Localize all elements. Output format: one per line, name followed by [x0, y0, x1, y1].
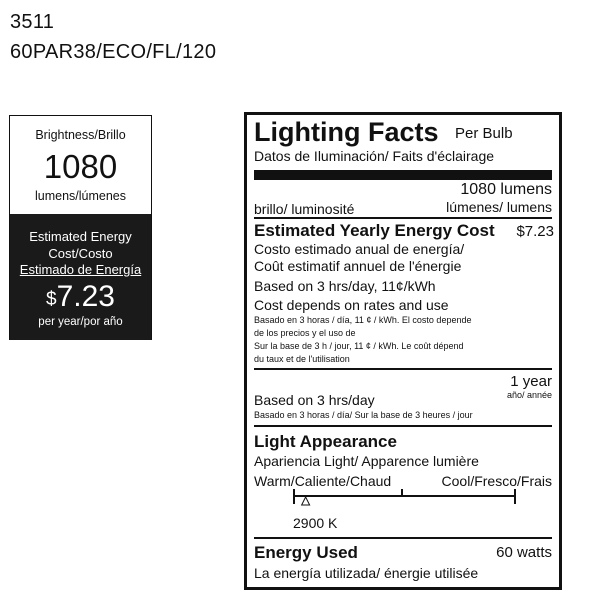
energy-subtitle: La energía utilizada/ énergie utilisée	[254, 565, 479, 581]
cost-amount: 7.23	[56, 280, 115, 313]
cost-value	[10, 280, 151, 314]
divider	[254, 537, 552, 539]
warm-label: Warm/Caliente/Chaud	[254, 473, 392, 489]
brightness-cost-panel	[9, 115, 152, 340]
cost-heading: Estimated Yearly Energy Cost	[254, 221, 495, 240]
product-model-number: 3511	[10, 11, 55, 33]
cost-title-line1: Estimated Energy	[29, 229, 132, 244]
cost-french: Coût estimatif annuel de l'énergie	[254, 258, 462, 274]
product-sku: 60PAR38/ECO/FL/120	[10, 41, 217, 63]
fine-print-spanish-1: Basado en 3 horas / día, 11 ¢ / kWh. El costo depende	[254, 315, 472, 325]
cost-basis: Based on 3 hrs/day, 11¢/kWh	[254, 278, 436, 294]
label-title: Lighting Facts	[254, 117, 439, 147]
brightness-section	[10, 116, 151, 214]
cool-label: Cool/Fresco/Frais	[441, 473, 552, 489]
lighting-facts-label	[244, 112, 562, 590]
brightness-label: brillo/ luminosité	[254, 201, 355, 217]
cost-title-line2: Cost/Costo	[48, 246, 113, 261]
energy-heading: Energy Used	[254, 543, 358, 562]
life-basis: Based on 3 hrs/day	[254, 392, 375, 408]
brightness-title: Brightness/Brillo	[35, 128, 126, 142]
cost-depends: Cost depends on rates and use	[254, 297, 449, 313]
appearance-subtitle: Apariencia Light/ Apparence lumière	[254, 453, 479, 469]
life-value: 1 year	[510, 373, 552, 390]
fine-print-spanish-2: de los precios y el uso de	[254, 328, 356, 338]
per-bulb: Per Bulb	[455, 125, 513, 142]
appearance-heading: Light Appearance	[254, 432, 397, 451]
brightness-lumens: 1080 lumens	[460, 181, 552, 198]
life-unit: año/ année	[506, 390, 552, 400]
energy-value: 60 watts	[496, 544, 552, 561]
yearly-cost-value: $7.23	[516, 223, 554, 240]
fine-print-french-2: du taux et de l'utilisation	[254, 354, 350, 364]
cost-title-line3: Estimado de Energía	[19, 262, 142, 277]
color-temperature-marker	[302, 497, 310, 505]
brightness-value: 1080	[43, 148, 118, 185]
brightness-unit-alt: lúmenes/ lumens	[446, 199, 552, 215]
cost-period: per year/por año	[38, 316, 123, 328]
energy-cost-section	[10, 214, 151, 340]
color-temperature-value: 2900 K	[293, 515, 338, 531]
label-subtitle: Datos de Iluminación/ Faits d'éclairage	[254, 148, 495, 164]
life-basis-fine: Basado en 3 horas / día/ Sur la base de 3 heures / jour	[254, 410, 473, 420]
cost-spanish: Costo estimado anual de energía/	[254, 241, 465, 257]
cost-currency: $	[46, 289, 57, 310]
brightness-unit: lumens/lúmenes	[34, 189, 126, 203]
fine-print-french-1: Sur la base de 3 h / jour, 11 ¢ / kWh. Le coût dépend	[254, 341, 464, 351]
